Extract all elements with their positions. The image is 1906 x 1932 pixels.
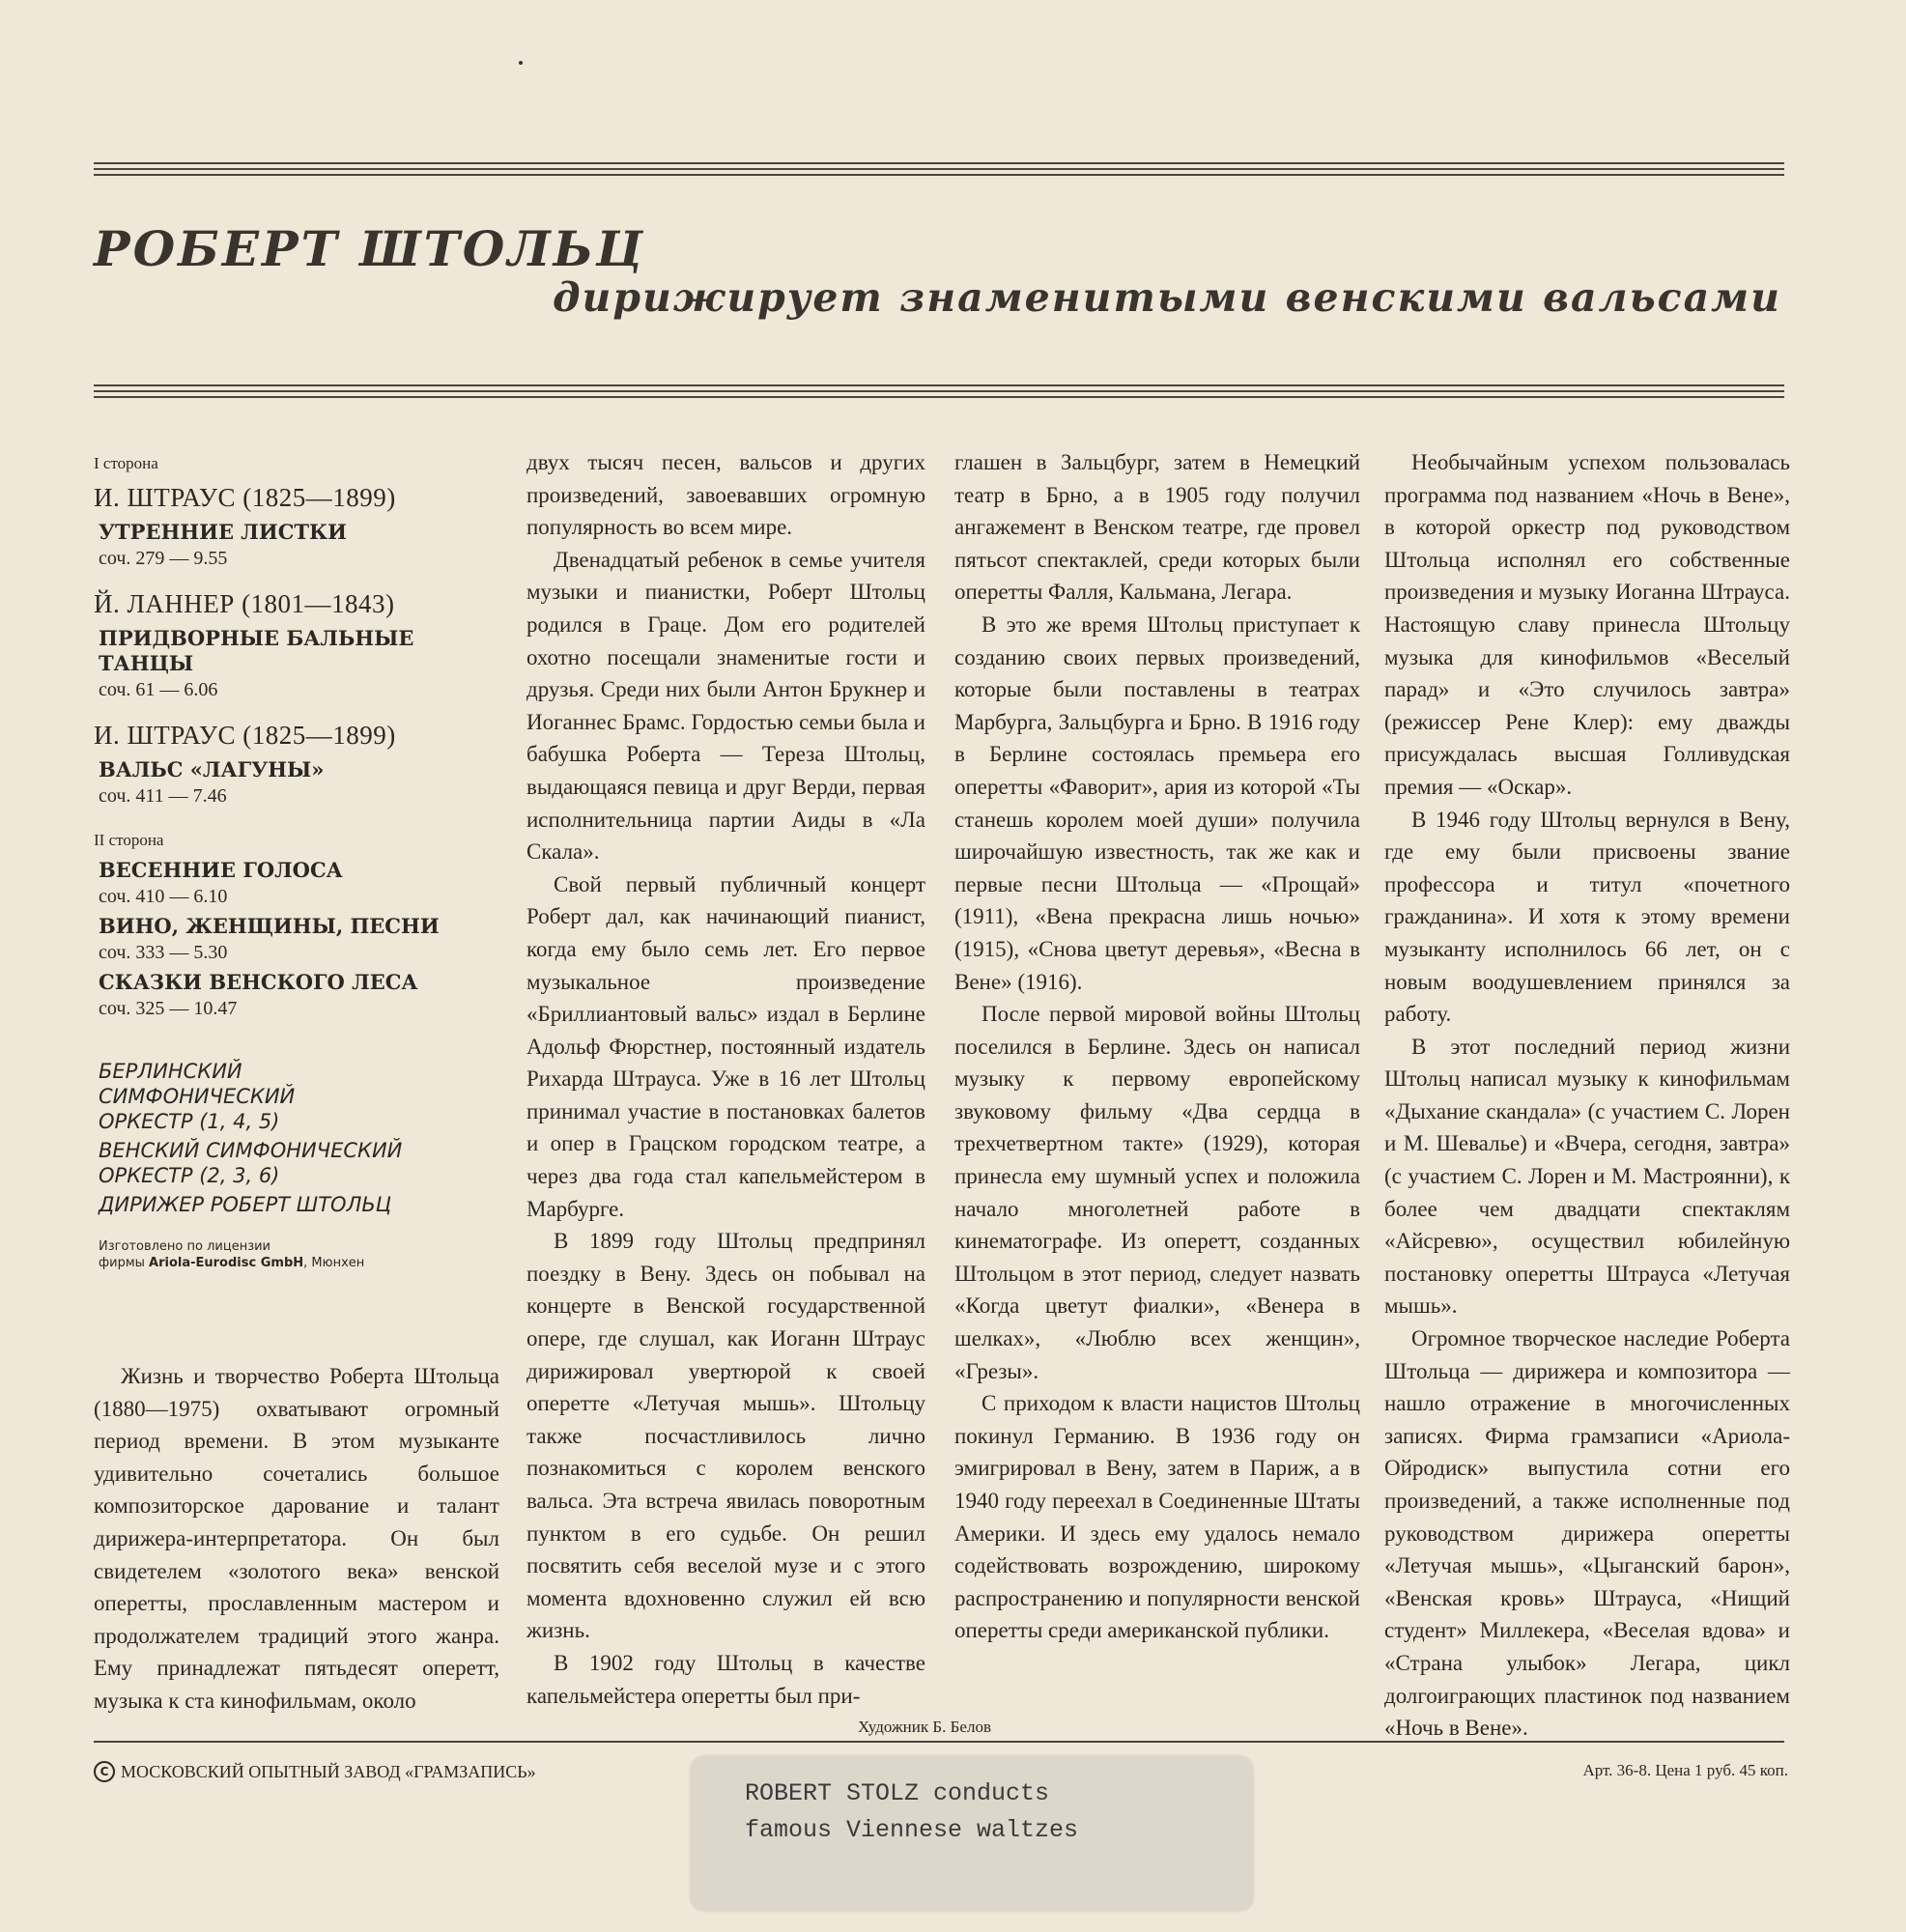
bio-paragraph: В 1946 году Штольц вернулся в Вену, где ему были присвоены звание профессора и титул «почетного гражданина». И хотя к этому времени музыканту исполнилось 66 лет, он с новым воодушевлением принялся за работу. [1384, 807, 1790, 1027]
side-1-label: I сторона [94, 454, 158, 472]
work-title: УТРЕННИЕ ЛИСТКИ [99, 520, 348, 544]
bio-column-2 [526, 446, 925, 1712]
orchestra-line: ВЕНСКИЙ СИМФОНИЧЕСКИЙ [99, 1139, 403, 1162]
work-title: СКАЗКИ ВЕНСКОГО ЛЕСА [99, 970, 418, 994]
tracklist [94, 454, 499, 1271]
bio-paragraph: Жизнь и творчество Роберта Штольца (1880—1975) охватывают огромный период времени. В этом музыканте удивительно сочетались большое композиторское дарование и талант дирижера-интерпретатора. Он был свидетелем «золотого века» венской оперетты, прославленным мастером и продолжателем традиций этого жанра. Ему принадлежат пятьдесят оперетт, музыка к ста кинофильмам, около [94, 1364, 499, 1713]
copyright [94, 1761, 536, 1782]
work-title: ВЕСЕННИЕ ГОЛОСА [99, 858, 343, 882]
bio-paragraph: Огромное творческое наследие Роберта Штольца — дирижера и композитора — нашло отражение в многочисленных записях. Фирма грамзаписи «Ариола-Ойродиск» выпустила сотни его произведений, а также исполненные под руководством дирижера оперетты «Летучая мышь», «Цыганский барон», «Венская кровь» Штрауса, «Нищий студент» Миллекера, «Веселая вдова» и «Страна улыбок» Легара, цикл долгоиграющих пластинок под названием «Ночь в Вене». [1384, 1326, 1790, 1741]
publisher-name: МОСКОВСКИЙ ОПЫТНЫЙ ЗАВОД «ГРАМЗАПИСЬ» [121, 1761, 536, 1781]
work-title: ПРИДВОРНЫЕ БАЛЬНЫЕ ТАНЦЫ [99, 626, 414, 675]
bio-paragraph: В этот последний период жизни Штольц написал музыку к кинофильмам «Дыхание скандала» (с участием С. Лорен и М. Шевалье) и «Вчера, сегодня, завтра» (с участием С. Лорен и М. Мастроянни), к более чем двадцати спектаклям «Айсревю», осуществил юбилейную постановку оперетты Штрауса «Летучая мышь». [1384, 1034, 1790, 1319]
title-bottom-rule [94, 384, 1784, 398]
work-title: ВАЛЬС «ЛАГУНЫ» [99, 757, 325, 781]
opus-duration: соч. 325 — 10.47 [99, 998, 238, 1019]
sticker-line-2: famous Viennese waltzes [745, 1816, 1079, 1844]
bio-paragraph: Двенадцатый ребенок в семье учителя музыки и пианистки, Роберт Штольц родился в Граце. Дом его родителей охотно посещали знаменитые гости и друзья. Среди них были Антон Брукнер и Иоганнес Брамс. Гордостью семьи была и бабушка Роберта — Тереза Штольц, выдающаяся певица и друг Верди, первая исполнительница партии Аиды в «Ла Скала». [526, 547, 925, 865]
print-speck [519, 61, 523, 65]
bio-paragraph: глашен в Зальцбург, затем в Немецкий театр в Брно, а в 1905 году получил ангажемент в Венском театре, где провел пятьсот спектаклей, среди которых были оперетты Фалля, Кальмана, Легара. [954, 450, 1360, 605]
copyright-icon: С [94, 1761, 115, 1782]
bio-paragraph: Свой первый публичный концерт Роберт дал, как начинающий пианист, когда ему было семь лет. Его первое музыкальное произведение «Бриллиантовый вальс» издал в Берлине Адольф Фюрстнер, постоянный издатель Рихарда Штрауса. Уже в 16 лет Штольц принимал участие в постановках балетов и опер в Грацском городском театре, а через два года стал капельмейстером в Марбурге. [526, 871, 925, 1221]
composer: И. ШТРАУС (1825—1899) [94, 721, 396, 750]
orchestra-line: СИМФОНИЧЕСКИЙ [99, 1085, 296, 1108]
work-title: ВИНО, ЖЕНЩИНЫ, ПЕСНИ [99, 914, 440, 938]
composer: И. ШТРАУС (1825—1899) [94, 483, 396, 512]
catalog-price: Арт. 36-8. Цена 1 руб. 45 коп. [1582, 1761, 1788, 1779]
top-rule [94, 162, 1784, 176]
bio-paragraph: В 1902 году Штольц в качестве капельмейстера оперетты был при- [526, 1650, 925, 1708]
bio-paragraph: двух тысяч песен, вальсов и других произведений, завоевавших огромную популярность во всем мире. [526, 450, 925, 540]
composer: Й. ЛАННЕР (1801—1843) [94, 589, 395, 618]
bio-column-1 [94, 1360, 499, 1718]
sticker-line-1: ROBERT STOLZ conducts [745, 1779, 1050, 1807]
bio-column-4 [1384, 446, 1790, 1745]
orchestra-line: ОРКЕСТР (2, 3, 6) [99, 1164, 280, 1187]
opus-duration: соч. 61 — 6.06 [99, 679, 218, 700]
bio-column-3 [954, 446, 1360, 1647]
bio-paragraph: В 1899 году Штольц предпринял поездку в Вену. Здесь он побывал на концерте в Венской государственной опере, где слушал, как Иоганн Штраус дирижировал увертюрой к своей оперетте «Летучая мышь». Штольцу также посчастливилось лично познакомиться с королем венского вальса. Эта встреча явилась поворотным пунктом в его судьбе. Он решил посвятить себя веселой музе и с этого момента вдохновенно служил ей всю жизнь. [526, 1229, 925, 1643]
side-2-label: II сторона [94, 831, 164, 849]
conductor-line: ДИРИЖЕР РОБЕРТ ШТОЛЬЦ [99, 1193, 392, 1216]
opus-duration: соч. 410 — 6.10 [99, 886, 228, 907]
footer-rule [94, 1741, 1784, 1743]
artist-credit: Художник Б. Белов [858, 1718, 991, 1736]
orchestra-line: ОРКЕСТР (1, 4, 5) [99, 1110, 280, 1133]
opus-duration: соч. 333 — 5.30 [99, 942, 228, 963]
title-subtitle: дирижирует знаменитыми венскими вальсами [553, 274, 1781, 321]
bio-paragraph: С приходом к власти нацистов Штольц покинул Германию. В 1936 году он эмигрировал в Вену, затем в Париж, а в 1940 году переехал в Соединенные Штаты Америки. И здесь ему удалось немало содействовать возрождению, широкому распространению и популярности венской оперетты среди американской публики. [954, 1391, 1360, 1643]
bio-paragraph: В это же время Штольц приступает к созданию своих первых произведений, которые были поставлены в театрах Марбурга, Зальцбурга и Брно. В 1916 году в Берлине состоялась премьера его оперетты «Фаворит», ария из которой «Ты станешь королем моей души» получила широчайшую известность, так же как и первые песни Штольца — «Прощай» (1911), «Вена прекрасна лишь ночью» (1915), «Снова цветут деревья», «Весна в Вене» (1916). [954, 611, 1360, 994]
license-note: Изготовлено по лицензии фирмы Ariola-Eurodisc GmbH, Мюнхен [99, 1239, 365, 1270]
orchestra-line: БЕРЛИНСКИЙ [99, 1060, 242, 1083]
title-name: РОБЕРТ ШТОЛЬЦ [94, 220, 646, 277]
opus-duration: соч. 411 — 7.46 [99, 785, 227, 807]
bio-paragraph: Необычайным успехом пользовалась программа под названием «Ночь в Вене», в которой оркестр под руководством Штольца исполнял его собственные произведения и музыку Иоганна Штрауса. Настоящую славу принесла Штольцу музыка для кинофильмов «Веселый парад» и «Это случилось завтра» (режиссер Рене Клер): ему дважды присуждалась высшая Голливудская премия — «Оскар». [1384, 450, 1790, 799]
bio-paragraph: После первой мировой войны Штольц поселился в Берлине. Здесь он написал музыку к первому европейскому звуковому фильму «Два сердца в трехчетвертном такте» (1929), которая принесла ему шумный успех и положила начало многолетней работе в кинематографе. Из оперетт, созданных Штольцом в этот период, следует назвать «Когда цветут фиалки», «Венера в шелках», «Люблю всех женщин», «Грезы». [954, 1002, 1360, 1383]
opus-duration: соч. 279 — 9.55 [99, 548, 228, 569]
english-title-sticker [691, 1756, 1253, 1911]
